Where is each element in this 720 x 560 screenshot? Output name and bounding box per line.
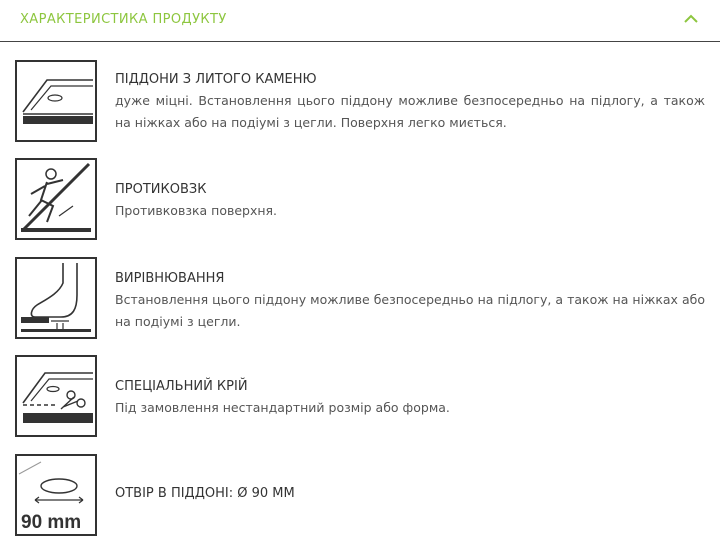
feature-title: ОТВІР В ПІДДОНІ: Ø 90 ММ [115, 486, 295, 501]
feature-item-custom-cut [15, 355, 705, 441]
feature-title: СПЕЦІАЛЬНИЙ КРІЙ [115, 379, 248, 394]
feature-description: дуже міцні. Встановлення цього піддону можливе безпосередньо на підлогу, а також на ніжках або на подіумі з цегли. Поверхня легко миється. [115, 93, 705, 130]
drain-size-label: 90 mm [21, 512, 82, 533]
chevron-up-icon[interactable] [682, 12, 700, 26]
feature-item-anti-slip [15, 158, 705, 244]
drain-hole-icon [15, 454, 97, 536]
feature-title: ВИРІВНЮВАННЯ [115, 271, 225, 286]
feature-title: ПРОТИКОВЗК [115, 182, 207, 197]
feature-item-cast-stone [15, 60, 705, 146]
feature-description: Противковзка поверхня. [115, 203, 278, 218]
custom-cut-icon [15, 355, 97, 437]
cast-stone-tray-icon [15, 60, 97, 142]
feature-item-leveling [15, 257, 705, 343]
feature-description: Встановлення цього піддону можливе безпосередньо на підлогу, а також на ніжках або на подіумі з цегли. [115, 292, 705, 329]
anti-slip-icon [15, 158, 97, 240]
product-features-header[interactable] [0, 0, 720, 42]
feature-item-drain-hole [15, 454, 705, 540]
feature-description: Під замовлення нестандартний розмір або форма. [115, 400, 450, 415]
feature-title: ПІДДОНИ З ЛИТОГО КАМЕНЮ [115, 72, 317, 87]
leveling-foot-icon [15, 257, 97, 339]
section-title: ХАРАКТЕРИСТИКА ПРОДУКТУ [20, 12, 227, 27]
